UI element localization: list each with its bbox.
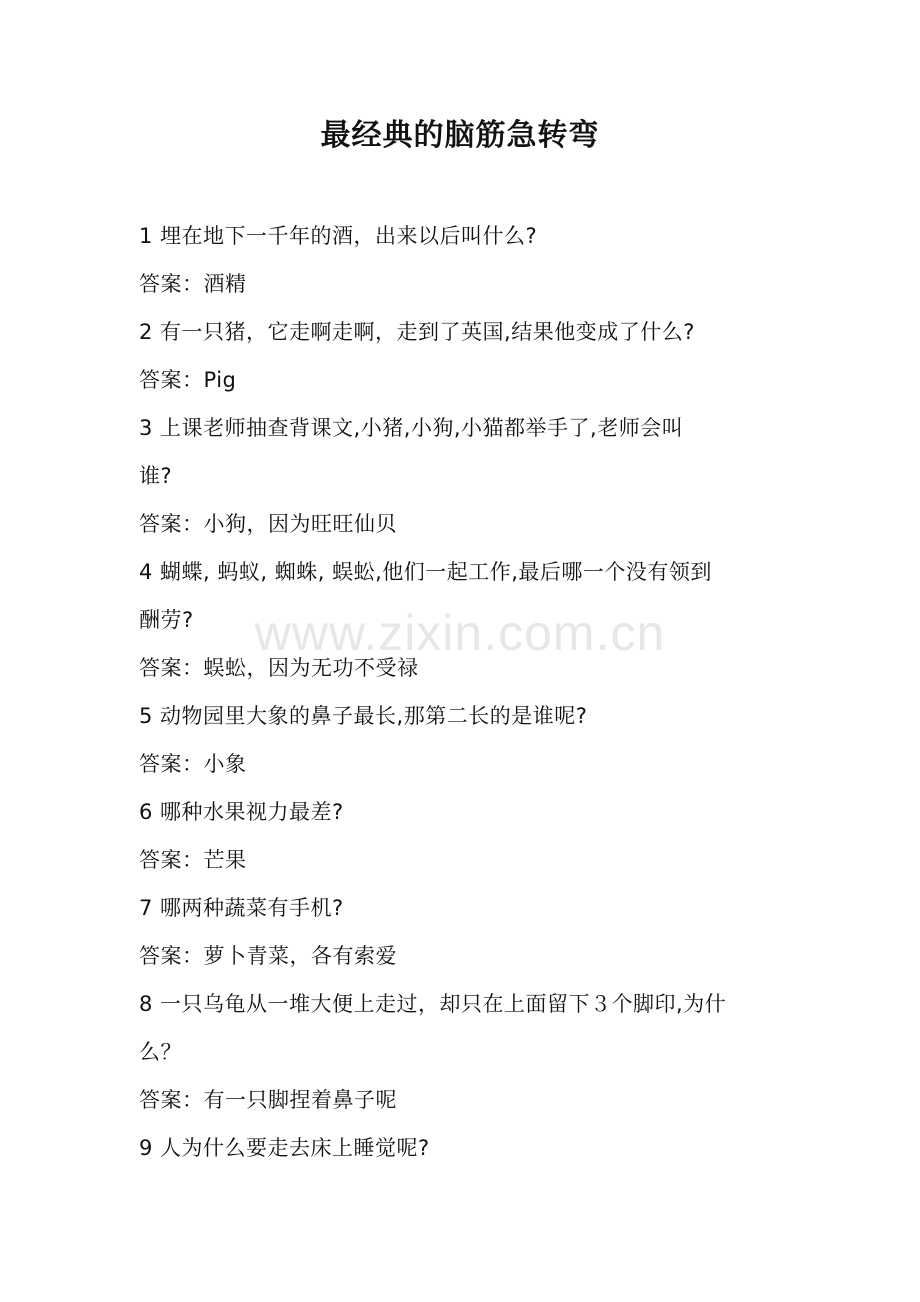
document-title: 最经典的脑筋急转弯 [320, 118, 600, 153]
question-1: 1 埋在地下一千年的酒，出来以后叫什么? [139, 224, 538, 248]
watermark: www.zixin.com.cn [254, 605, 666, 661]
question-5: 5 动物园里大象的鼻子最长,那第二长的是谁呢? [139, 704, 588, 728]
question-8-line-1: 8 一只乌龟从一堆大便上走过，却只在上面留下３个脚印,为什 [139, 992, 727, 1016]
answer-4: 答案：蜈蚣，因为无功不受禄 [139, 656, 419, 680]
answer-8: 答案：有一只脚捏着鼻子呢 [139, 1088, 397, 1112]
question-9: 9 人为什么要走去床上睡觉呢? [139, 1136, 430, 1160]
answer-3: 答案：小狗，因为旺旺仙贝 [139, 512, 397, 536]
question-4-line-1: 4 蝴蝶, 蚂蚁, 蜘蛛, 蜈蚣,他们一起工作,最后哪一个没有领到 [139, 560, 712, 584]
question-6: 6 哪种水果视力最差? [139, 800, 344, 824]
question-2: 2 有一只猪，它走啊走啊，走到了英国,结果他变成了什么? [139, 320, 695, 344]
question-3-line-2: 谁? [139, 464, 173, 488]
question-3-line-1: 3 上课老师抽查背课文,小猪,小狗,小猫都举手了,老师会叫 [139, 416, 684, 440]
question-7: 7 哪两种蔬菜有手机? [139, 896, 344, 920]
answer-5: 答案：小象 [139, 752, 247, 776]
answer-6: 答案：芒果 [139, 848, 247, 872]
document-body [139, 212, 799, 1172]
answer-2: 答案：Pig [139, 368, 237, 392]
answer-7: 答案：萝卜青菜，各有索爱 [139, 944, 397, 968]
question-4-line-2: 酬劳? [139, 608, 194, 632]
question-8-line-2: 么？ [139, 1040, 182, 1064]
answer-1: 答案：酒精 [139, 272, 247, 296]
